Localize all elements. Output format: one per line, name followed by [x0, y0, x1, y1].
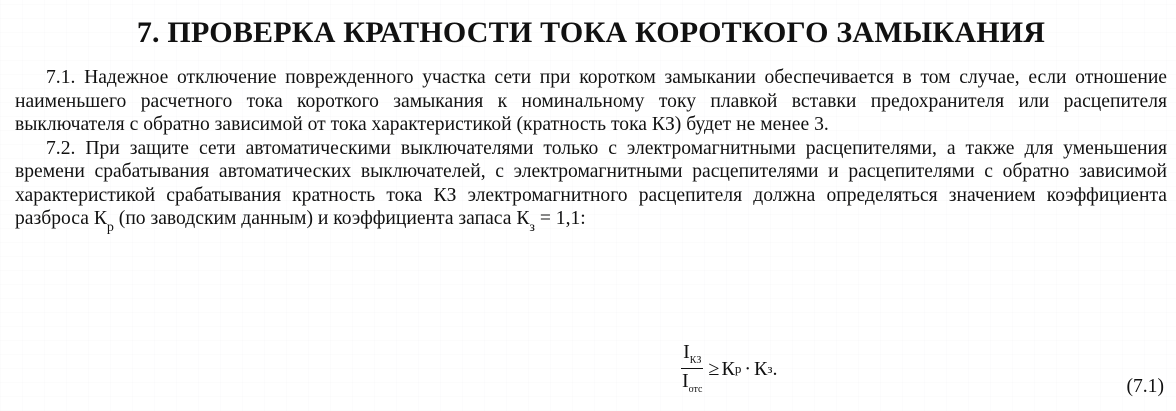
- paragraph-7-2: [15, 137, 1167, 235]
- paragraph-7-2-text-2: (по заводским данным) и коэффициента запаса К: [113, 208, 530, 229]
- subscript-kr: р: [106, 220, 114, 235]
- formula-operator: ≥: [708, 357, 720, 380]
- denominator-symbol: I: [682, 370, 689, 392]
- formula-7-1: [680, 342, 777, 395]
- denominator-subscript: отс: [688, 384, 703, 395]
- paragraph-7-1: 7.1. Надежное отключение поврежденного участка сети при коротком замыкании обеспечивается в том случае, если отношение наименьшего расчетного тока короткого замыкания к номинальному току плавкой вставки предохранителя или расцепителя выключателя с обратно зависимой от тока характеристикой (кратность тока КЗ) будет не менее 3.: [15, 67, 1167, 135]
- formula-end: .: [772, 357, 778, 380]
- numerator-subscript: КЗ: [689, 355, 702, 366]
- formula-k2: К: [753, 357, 768, 380]
- formula-k2-subscript: з: [767, 361, 773, 376]
- formula-fraction: [680, 342, 704, 395]
- paragraph-7-2-text-3: = 1,1:: [534, 208, 586, 229]
- subscript-kz: з: [529, 220, 535, 235]
- formula-denominator: [680, 369, 704, 395]
- formula-dot: ·: [744, 357, 751, 380]
- equation-number: (7.1): [1126, 376, 1164, 397]
- formula-numerator: [681, 342, 703, 369]
- paragraph-7-2-text-1: 7.2. При защите сети автоматическими выключателями только с электромагнитными расцепителями, а также для уменьшения времени срабатывания автоматических выключателей, с электромагнитными расцепителями и расцепителями с обратно зависимой характеристикой срабатывания кратность тока КЗ электромагнитного расцепителя должна определяться значением коэффициента разброса К: [15, 137, 1167, 229]
- formula-k1: К: [721, 357, 735, 380]
- numerator-symbol: I: [683, 341, 690, 363]
- formula-k1-subscript: р: [734, 361, 742, 376]
- section-title: 7. ПРОВЕРКА КРАТНОСТИ ТОКА КОРОТКОГО ЗАМЫКАНИЯ: [136, 16, 1046, 49]
